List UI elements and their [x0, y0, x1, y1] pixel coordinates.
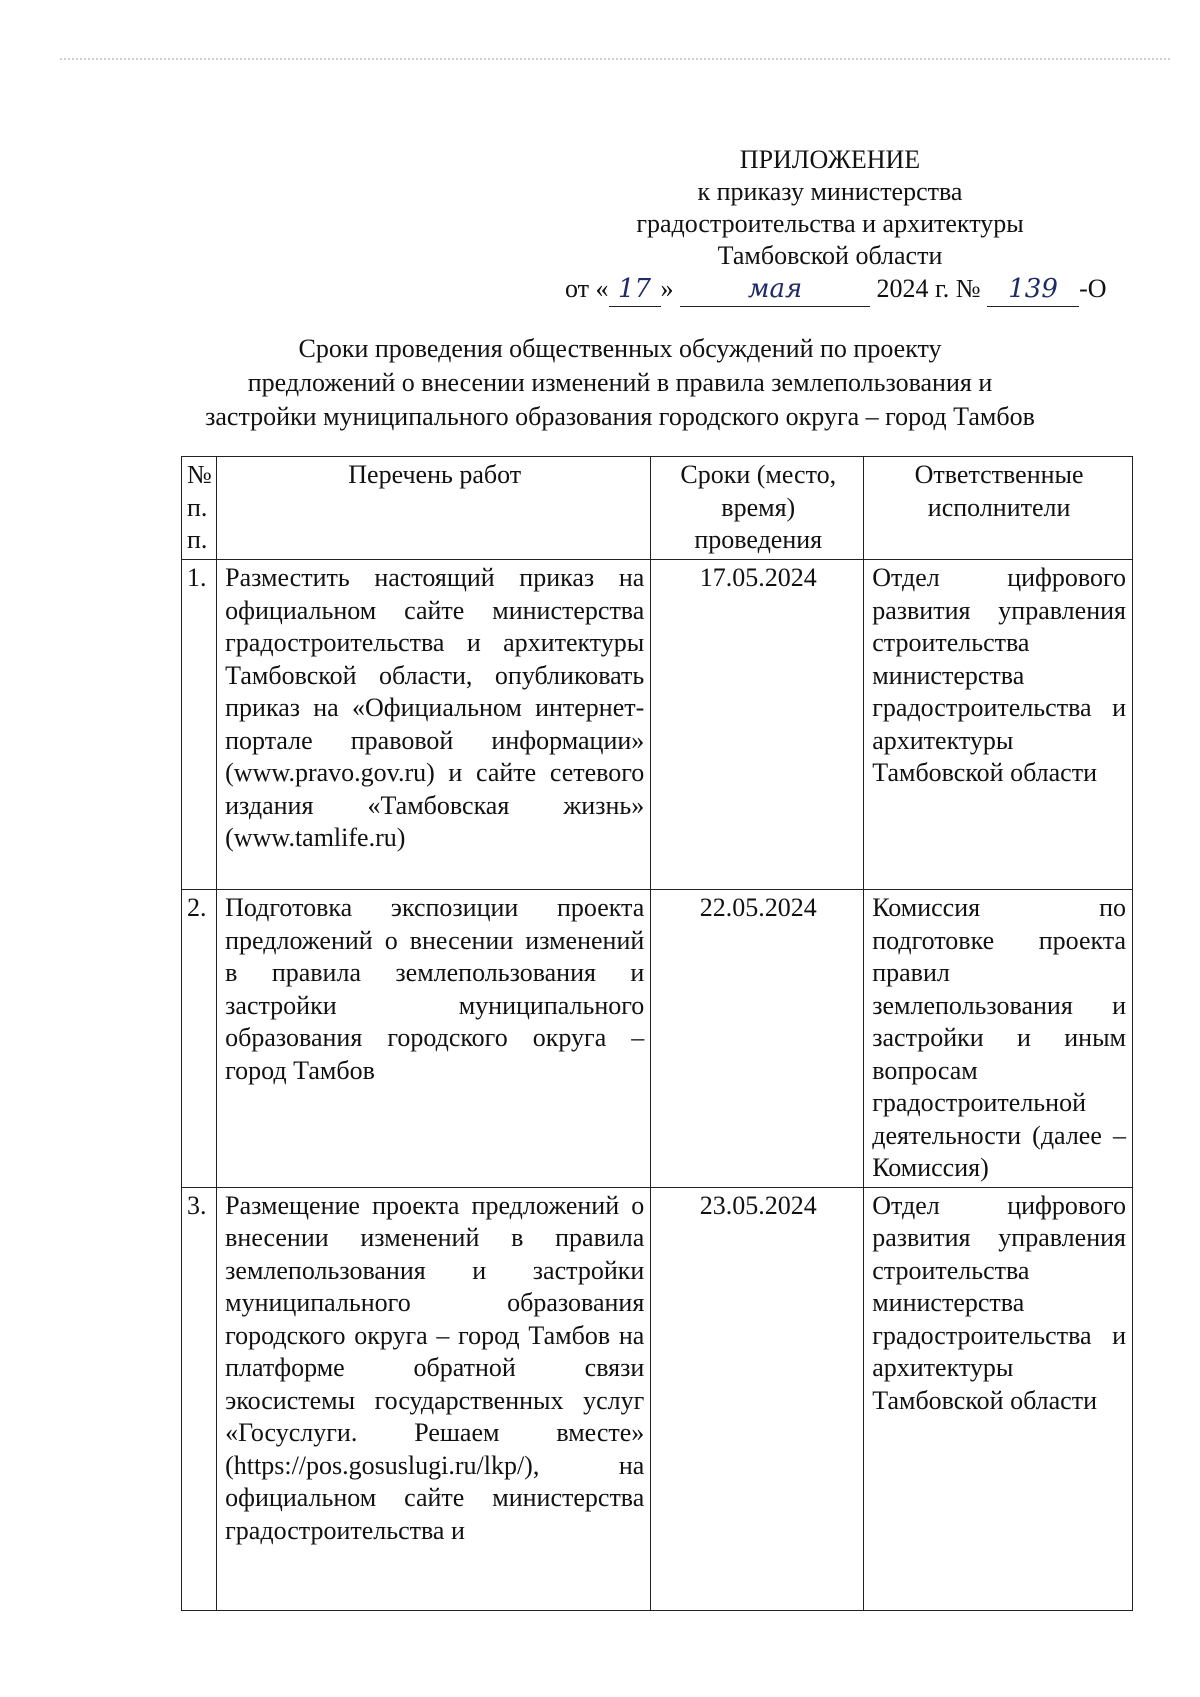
order-prefix: от « [565, 274, 609, 303]
document-heading [120, 332, 1120, 434]
appendix-line-1: к приказу министерства [697, 177, 963, 206]
row-num: 2. [182, 890, 217, 1188]
row-responsible: Отдел цифрового развития управления строительства министерства градостроительства и архитектуры Тамбовской области [864, 560, 1133, 890]
scan-artifact-line [60, 58, 1170, 60]
row-date: 23.05.2024 [651, 1187, 864, 1610]
row-responsible: Комиссия по подготовке проекта правил землепользования и застройки и иным вопросам градостроительной деятельности (далее – Комиссия) [864, 890, 1133, 1188]
row-work: Подготовка экспозиции проекта предложений о внесении изменений в правила землепользования и застройки муниципального образования городского округа – город Тамбов [217, 890, 651, 1188]
table-row [182, 560, 1133, 890]
header-num: № п. п. [182, 457, 217, 560]
order-number-handwritten: 139 [987, 272, 1079, 307]
row-work: Размещение проекта предложений о внесении изменений в правила землепользования и застройки муниципального образования городского округа – город Тамбов на платформе обратной связи экосистемы государственных услуг «Госуслуги. Решаем вместе» (https://pos.gosuslugi.ru/lkp/), на официальном сайте министерства градостроительства и [217, 1187, 651, 1610]
header-dates: Сроки (место, время) проведения [651, 457, 864, 560]
row-date: 17.05.2024 [651, 560, 864, 890]
appendix-line-3: Тамбовской области [717, 241, 943, 270]
row-responsible: Отдел цифрового развития управления строительства министерства градостроительства и архитектуры Тамбовской области [864, 1187, 1133, 1610]
appendix-line-2: градостроительства и архитектуры [636, 209, 1024, 238]
works-table [181, 456, 1133, 1611]
appendix-block [520, 144, 1140, 272]
header-responsible: Ответственные исполнители [864, 457, 1133, 560]
row-num: 3. [182, 1187, 217, 1610]
heading-line-2: предложений о внесении изменений в правила землепользования и [247, 368, 993, 397]
row-work: Разместить настоящий приказ на официальном сайте министерства градостроительства и архитектуры Тамбовской области, опубликовать приказ на «Официальном интернет-портале правовой информации» (www.pravo.gov.ru) и сайте сетевого издания «Тамбовская жизнь» (www.tamlife.ru) [217, 560, 651, 890]
order-quote-close: » [660, 274, 674, 303]
order-year: 2024 г. № [876, 274, 981, 303]
row-date: 22.05.2024 [651, 890, 864, 1188]
heading-line-1: Сроки проведения общественных обсуждений по проекту [298, 334, 942, 363]
heading-line-3: застройки муниципального образования городского округа – город Тамбов [205, 402, 1035, 431]
order-suffix: -О [1079, 274, 1107, 303]
table-row [182, 890, 1133, 1188]
order-reference [565, 272, 1107, 307]
header-works: Перечень работ [217, 457, 651, 560]
appendix-title: ПРИЛОЖЕНИЕ [739, 145, 921, 174]
order-month-handwritten: мая [680, 272, 870, 307]
order-day-handwritten: 17 [609, 272, 661, 307]
row-num: 1. [182, 560, 217, 890]
table-header-row [182, 457, 1133, 560]
table-row [182, 1187, 1133, 1610]
